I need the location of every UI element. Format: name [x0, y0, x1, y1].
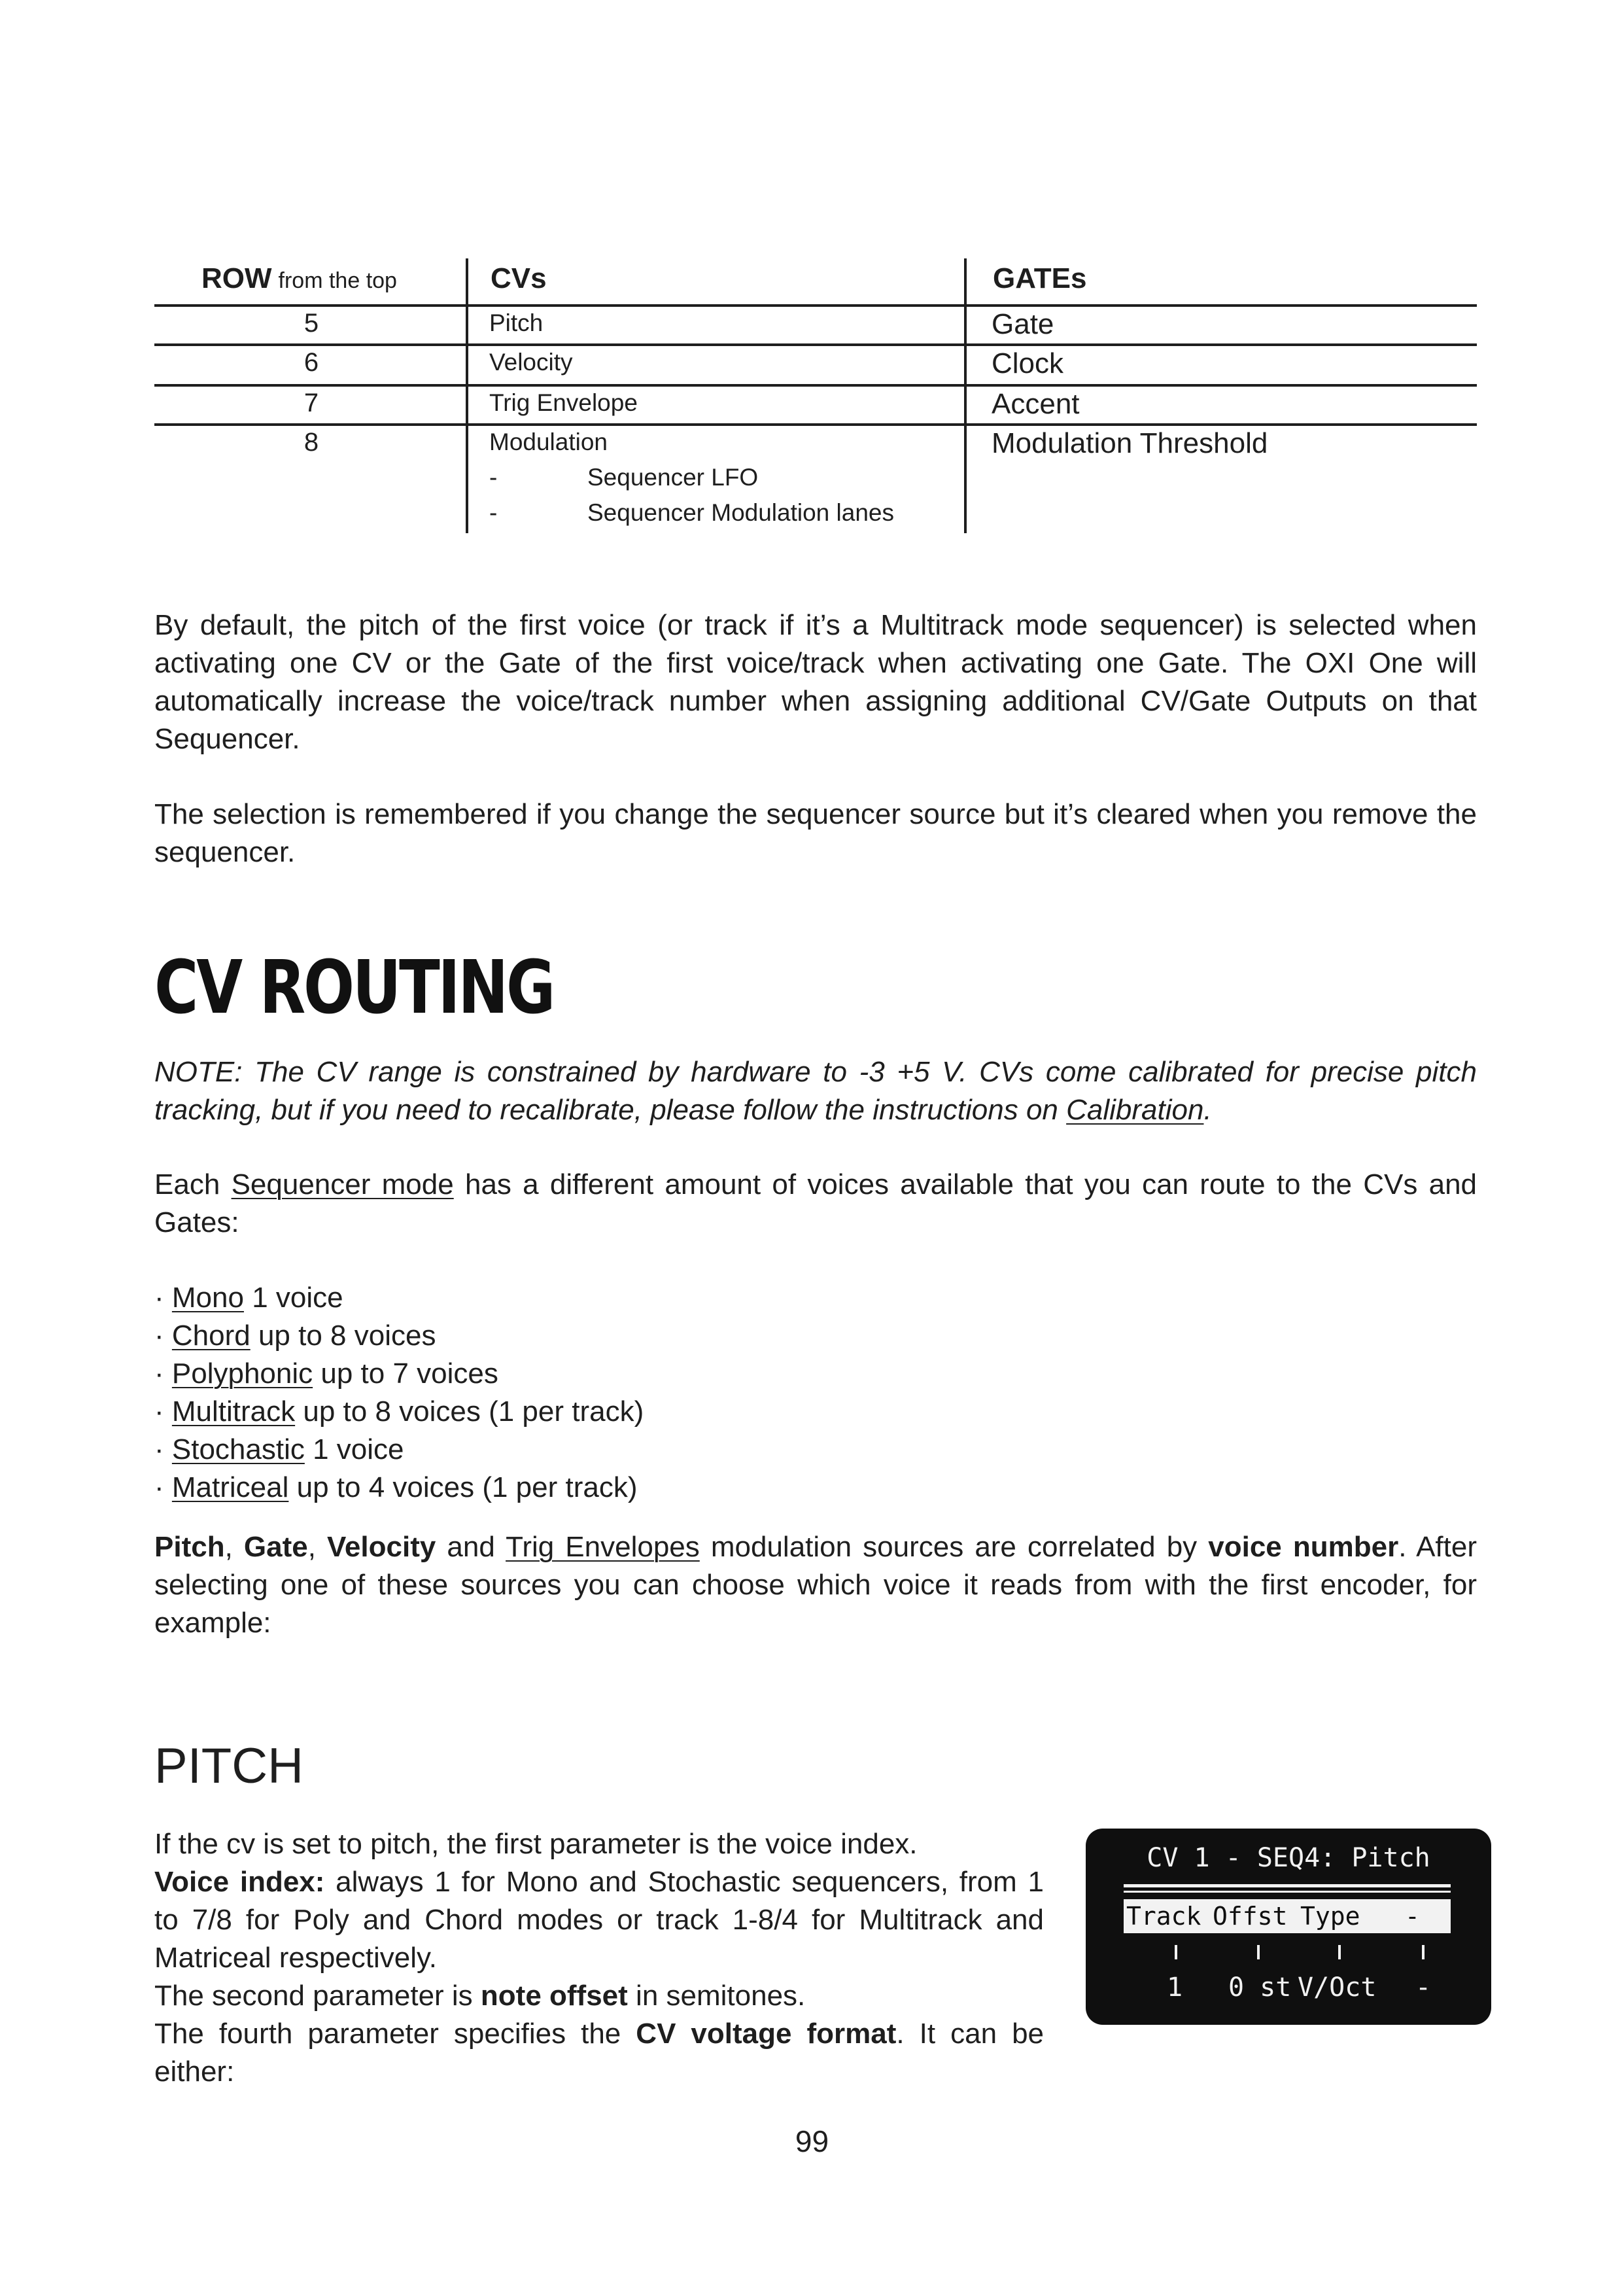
- modulation-subitem: Sequencer LFO: [587, 464, 759, 491]
- table-row-number: 7: [303, 389, 319, 417]
- text: . It can be either:: [154, 2018, 1045, 2088]
- list-bullet: ·: [154, 1433, 172, 1465]
- screen-rule: [1124, 1884, 1451, 1887]
- paragraph-selection-memory: [154, 796, 1477, 871]
- intro-text: has a different amount of voices available that you can route to the CVs and Gates:: [154, 1168, 1477, 1238]
- intro-text: Each: [154, 1168, 232, 1200]
- table-gate-cell: Clock: [992, 347, 1064, 379]
- calibration-link[interactable]: Calibration: [1066, 1094, 1204, 1126]
- list-bullet: ·: [154, 1282, 172, 1314]
- list-bullet: ·: [154, 1471, 172, 1503]
- list-detail: up to 4 voices (1 per track): [288, 1471, 638, 1503]
- list-detail: up to 7 voices: [313, 1358, 498, 1390]
- text: The fourth parameter specifies the: [154, 2018, 636, 2050]
- header-cvs: CVs: [491, 262, 547, 294]
- encoder-tick: [1257, 1945, 1260, 1959]
- mode-link[interactable]: Chord: [171, 1320, 251, 1352]
- mode-link[interactable]: Mono: [171, 1282, 244, 1314]
- encoder-tick: [1422, 1945, 1425, 1959]
- list-item: [154, 1469, 644, 1507]
- pitch-description: [154, 1825, 1044, 2091]
- correlation-paragraph: [154, 1528, 1477, 1642]
- bold-term: Velocity: [327, 1531, 436, 1563]
- list-detail: 1 voice: [304, 1433, 404, 1465]
- text: in semitones.: [627, 1980, 806, 2012]
- section-title: CV ROUTING: [154, 945, 554, 1030]
- header-row: [201, 262, 397, 297]
- mode-link[interactable]: Matriceal: [171, 1471, 289, 1503]
- param-label: Track: [1126, 1902, 1201, 1931]
- bold-term: Gate: [243, 1531, 308, 1563]
- mode-link[interactable]: Stochastic: [171, 1433, 305, 1465]
- table-divider: [964, 258, 967, 533]
- table-cv-cell: Velocity: [489, 349, 573, 376]
- text: . After selecting one of these sources you can choose which voice it reads from with the first encoder, for example:: [154, 1531, 1477, 1639]
- list-detail: 1 voice: [243, 1282, 343, 1314]
- page-number: 99: [795, 2124, 829, 2158]
- intro-paragraph: [154, 1166, 1477, 1242]
- table-row-number: 6: [303, 348, 319, 377]
- table-gate-cell: Accent: [992, 388, 1080, 420]
- note-text: .: [1203, 1094, 1212, 1126]
- subsection-title: PITCH: [154, 1738, 303, 1794]
- list-detail: up to 8 voices: [250, 1320, 436, 1352]
- bold-term: Pitch: [154, 1531, 225, 1563]
- bold-term: note offset: [480, 1980, 628, 2012]
- trig-envelopes-link[interactable]: Trig Envelopes: [506, 1531, 700, 1563]
- pitch-line: If the cv is set to pitch, the first parameter is the voice index.: [154, 1828, 918, 1860]
- modulation-subitem-bullet: -: [489, 499, 498, 526]
- param-header-bar: [1124, 1899, 1451, 1933]
- note-paragraph: [154, 1053, 1477, 1129]
- note-text: NOTE: The CV range is constrained by hardware to -3 +5 V. CVs come calibrated for precise pitch tracking, but if you need to recalibrate, please follow the instructions on: [154, 1056, 1477, 1126]
- encoder-tick: [1338, 1945, 1341, 1959]
- mode-link[interactable]: Multitrack: [171, 1395, 296, 1428]
- bold-term: Voice index:: [154, 1866, 325, 1898]
- list-item: [154, 1355, 644, 1393]
- table-cv-cell: Trig Envelope: [489, 389, 638, 416]
- table-row-number: 8: [303, 428, 319, 457]
- modulation-subitem: Sequencer Modulation lanes: [587, 499, 894, 526]
- table-divider: [466, 258, 468, 533]
- table-cv-cell: Modulation: [489, 429, 608, 455]
- param-value: 0 st: [1228, 1972, 1292, 2003]
- sequencer-mode-link[interactable]: Sequencer mode: [231, 1168, 454, 1200]
- bold-term: voice number: [1208, 1531, 1399, 1563]
- paragraph-default-selection: [154, 606, 1477, 758]
- paragraph-text: The selection is remembered if you change the sequencer source but it’s cleared when you remove the sequencer.: [154, 798, 1477, 868]
- list-item: [154, 1393, 644, 1431]
- text: The second parameter is: [154, 1980, 481, 2012]
- header-row-label: ROW: [201, 262, 272, 294]
- list-bullet: ·: [154, 1320, 172, 1352]
- text: ,: [224, 1531, 244, 1563]
- param-value: V/Oct: [1298, 1972, 1377, 2003]
- param-label: -: [1405, 1902, 1420, 1931]
- table-cv-cell: Pitch: [489, 309, 544, 336]
- bold-term: CV voltage format: [636, 2018, 897, 2050]
- mode-link[interactable]: Polyphonic: [171, 1358, 313, 1390]
- list-detail: up to 8 voices (1 per track): [295, 1395, 644, 1428]
- paragraph-text: By default, the pitch of the first voice (or track if it’s a Multitrack mode sequencer) is selected when activating one CV or the Gate of the first voice/track when activating one Gate. The OXI One will automatically increase the voice/track number when assigning additional CV/Gate Outputs on that Sequencer.: [154, 609, 1477, 755]
- text: modulation sources are correlated by: [699, 1531, 1209, 1563]
- mode-list: [154, 1279, 644, 1507]
- list-bullet: ·: [154, 1358, 172, 1390]
- list-bullet: ·: [154, 1395, 172, 1428]
- param-value: -: [1415, 1972, 1432, 2003]
- text: always 1 for Mono and Stochastic sequencers, from 1 to 7/8 for Poly and Chord modes or track 1-8/4 for Multitrack and Matriceal respectively.: [154, 1866, 1045, 1974]
- screen-title: CV 1 - SEQ4: Pitch: [1147, 1843, 1430, 1873]
- table-row-number: 5: [303, 309, 319, 338]
- param-label: Type: [1300, 1902, 1360, 1931]
- list-item: [154, 1431, 644, 1469]
- header-row-note: from the top: [278, 268, 397, 293]
- list-item: [154, 1317, 644, 1355]
- routing-table: [154, 252, 1477, 533]
- text: and: [436, 1531, 506, 1563]
- param-value: 1: [1167, 1972, 1183, 2003]
- oled-screen: [1086, 1829, 1491, 2025]
- encoder-tick: [1175, 1945, 1177, 1959]
- table-gate-cell: Gate: [992, 308, 1054, 340]
- table-gate-cell: Modulation Threshold: [992, 427, 1268, 459]
- header-gates: GATEs: [993, 262, 1087, 294]
- text: ,: [307, 1531, 327, 1563]
- modulation-subitem-bullet: -: [489, 464, 498, 491]
- list-item: [154, 1279, 644, 1317]
- param-label: Offst: [1213, 1902, 1288, 1931]
- screen-rule: [1124, 1891, 1451, 1893]
